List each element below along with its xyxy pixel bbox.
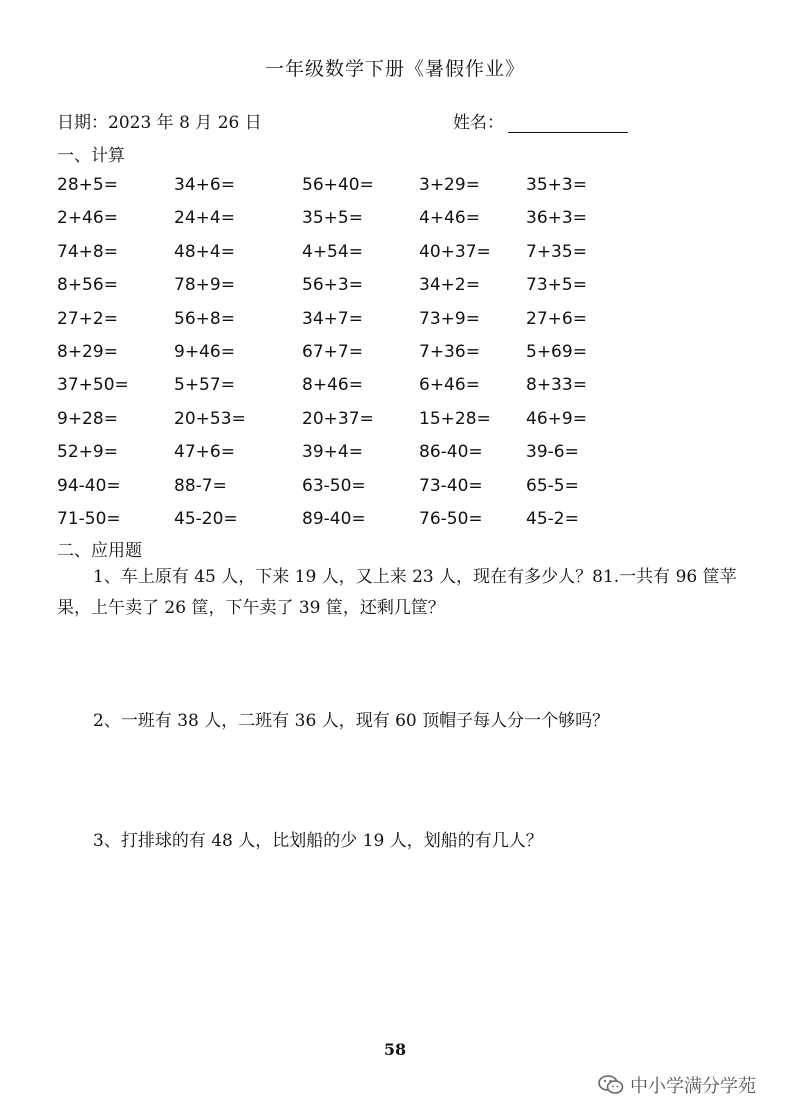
watermark — [598, 1072, 756, 1098]
calc-item: 15+28= — [419, 408, 491, 429]
calc-item: 2+46= — [57, 208, 118, 229]
wechat-icon — [598, 1074, 624, 1096]
calc-item: 73-40= — [419, 475, 483, 496]
calc-item: 34+7= — [302, 308, 363, 329]
calc-item: 39-6= — [526, 442, 579, 463]
calc-item: 40+37= — [419, 241, 491, 262]
calc-item: 45-2= — [526, 508, 579, 529]
calc-item: 73+5= — [526, 275, 587, 296]
calc-item: 36+3= — [526, 208, 587, 229]
calc-item: 20+37= — [302, 408, 374, 429]
name-blank-line — [508, 112, 628, 133]
calc-item: 74+8= — [57, 241, 118, 262]
calc-row — [0, 341, 790, 374]
calc-row — [0, 308, 790, 341]
calc-row — [0, 174, 790, 207]
calc-item: 35+3= — [526, 175, 587, 195]
calc-item: 9+46= — [174, 341, 235, 362]
calc-item: 28+5= — [57, 175, 118, 195]
page-number: 58 — [383, 1040, 407, 1059]
calc-item: 56+8= — [174, 308, 235, 329]
date-line: 日期：2023 年 8 月 26 日 — [57, 113, 262, 133]
calc-item: 34+6= — [174, 175, 235, 195]
calc-item: 56+3= — [302, 275, 363, 296]
page-title: 一年级数学下册《暑假作业》 — [264, 58, 525, 80]
calc-item: 52+9= — [57, 442, 118, 463]
calc-item: 6+46= — [419, 375, 480, 396]
calc-row — [0, 475, 790, 508]
calc-item: 45-20= — [174, 508, 238, 529]
calc-item: 8+46= — [302, 375, 363, 396]
calc-row — [0, 207, 790, 240]
watermark-text: 中小学满分学苑 — [630, 1076, 756, 1097]
section-calculation-heading: 一、计算 — [57, 146, 125, 166]
calc-item: 4+54= — [302, 241, 363, 262]
calc-item: 89-40= — [302, 508, 366, 529]
calc-item: 37+50= — [57, 375, 129, 396]
calc-item: 88-7= — [174, 475, 227, 496]
calc-row — [0, 241, 790, 274]
calc-item: 5+69= — [526, 341, 587, 362]
calc-row — [0, 408, 790, 441]
calc-item: 24+4= — [174, 208, 235, 229]
calc-item: 27+6= — [526, 308, 587, 329]
calc-item: 5+57= — [174, 375, 235, 396]
calc-item: 63-50= — [302, 475, 366, 496]
calc-item: 35+5= — [302, 208, 363, 229]
calc-item: 47+6= — [174, 442, 235, 463]
calc-item: 8+56= — [57, 275, 118, 296]
calc-item: 56+40= — [302, 175, 374, 195]
calc-item: 86-40= — [419, 442, 483, 463]
calc-item: 76-50= — [419, 508, 483, 529]
calc-item: 78+9= — [174, 275, 235, 296]
name-label: 姓名： — [453, 113, 504, 133]
calc-item: 65-5= — [526, 475, 579, 496]
name-field — [453, 108, 628, 133]
calc-item: 39+4= — [302, 442, 363, 463]
calc-item: 8+29= — [57, 341, 118, 362]
calc-item: 8+33= — [526, 375, 587, 396]
calc-item: 46+9= — [526, 408, 587, 429]
calc-item: 94-40= — [57, 475, 121, 496]
calc-item: 67+7= — [302, 341, 363, 362]
word-problem-1: 1、车上原有 45 人，下来 19 人，又上来 23 人，现在有多少人？81.一共有 96 筐苹果，上午卖了 26 筐，下午卖了 39 筐，还剩几筐？ — [57, 567, 737, 618]
calc-item: 7+35= — [526, 241, 587, 262]
word-problem-3: 3、打排球的有 48 人，比划船的少 19 人，划船的有几人？ — [93, 831, 543, 851]
calculation-grid — [0, 174, 790, 541]
calc-item: 34+2= — [419, 275, 480, 296]
calc-item: 4+46= — [419, 208, 480, 229]
calc-row — [0, 441, 790, 474]
calc-item: 7+36= — [419, 341, 480, 362]
calc-item: 20+53= — [174, 408, 246, 429]
word-problem-2: 2、一班有 38 人，二班有 36 人，现有 60 顶帽子每人分一个够吗？ — [93, 711, 610, 731]
calc-item: 73+9= — [419, 308, 480, 329]
calc-row — [0, 274, 790, 307]
calc-item: 27+2= — [57, 308, 118, 329]
section-word-problems-heading: 二、应用题 — [57, 541, 142, 561]
calc-item: 3+29= — [419, 175, 480, 195]
calc-row — [0, 374, 790, 407]
calc-item: 71-50= — [57, 508, 121, 529]
calc-item: 48+4= — [174, 241, 235, 262]
calc-item: 9+28= — [57, 408, 118, 429]
